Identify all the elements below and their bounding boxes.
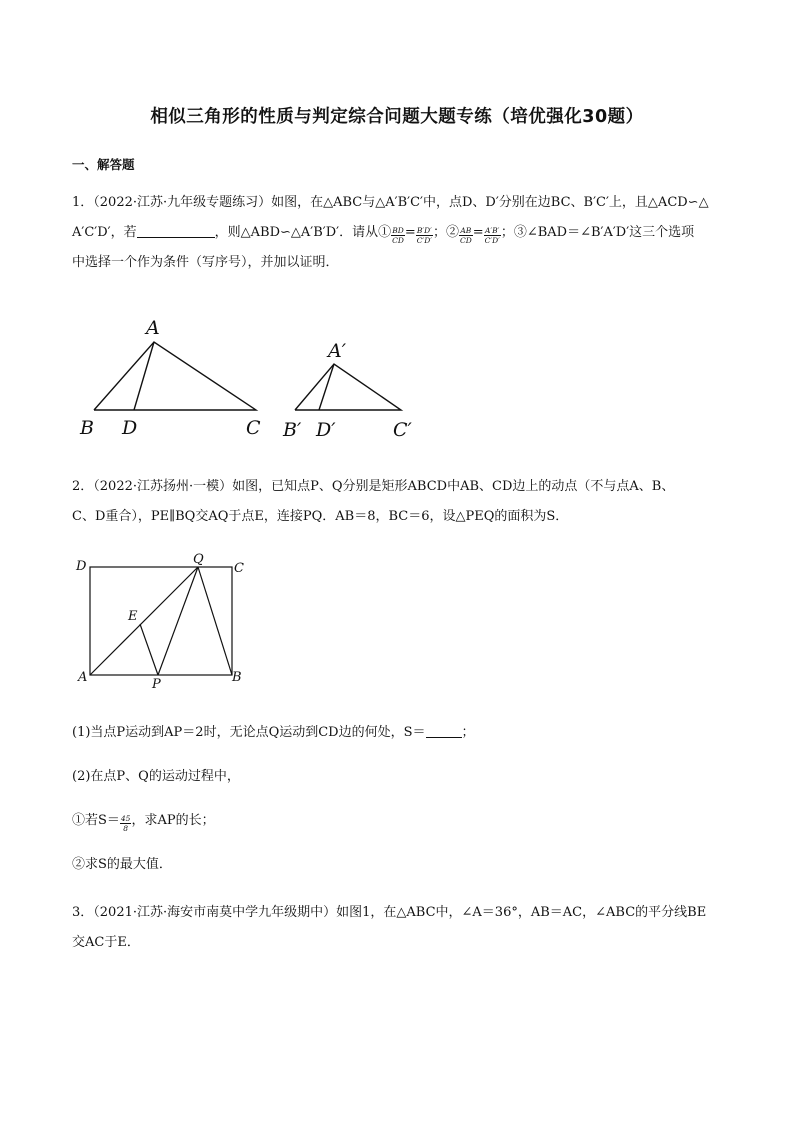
q2-sub-2: ②求S的最大值． (72, 857, 172, 872)
label-c-prime: C′ (393, 419, 412, 441)
label-b-prime: B′ (283, 419, 302, 441)
segment-aq (90, 567, 198, 675)
q1-equals-2: = (472, 225, 484, 240)
triangle-abc (94, 342, 256, 410)
q1-text-c: ；② (432, 225, 459, 240)
segment-ad (134, 342, 154, 410)
q2-line-2: C、D重合），PE∥BQ交AQ于点E，连接PQ．AB＝8，BC＝6，设△PEQ的面积为S． (72, 509, 569, 524)
q1-text-b: ，则△ABD∽△A′B′D′．请从① (214, 225, 392, 240)
q1-fraction-2: $\frac{B'D'}{C'D'}$ (416, 226, 432, 245)
label-p: P (152, 677, 161, 690)
label-d: D (76, 559, 87, 574)
q3-line-1: 3．（2021·江苏·海安市南莫中学九年级期中）如图1，在△ABC中，∠A＝36°，AB＝AC，∠ABC的平分线BE (72, 905, 707, 920)
segment-qb (198, 567, 232, 675)
question-3 (72, 898, 732, 958)
label-a: A (78, 670, 88, 685)
q2-part-2: (2)在点P、Q的运动过程中， (72, 769, 240, 784)
q1-line-3: 中选择一个作为条件（写序号），并加以证明． (72, 255, 339, 270)
segment-pe (140, 624, 158, 675)
q1-line-2 (72, 218, 732, 248)
label-c: C (246, 417, 261, 439)
q2-part-1: (1)当点P运动到AP＝2时，无论点Q运动到CD边的何处，S＝ ； (72, 725, 475, 740)
question-2 (72, 472, 732, 532)
label-c: C (234, 561, 244, 576)
q1-fraction-1: $\frac{BD}{CD}$ (392, 226, 404, 245)
segment-ad-prime (319, 364, 334, 410)
question-1 (72, 188, 732, 278)
q2-answer-blank[interactable] (426, 724, 462, 738)
q1-text-d: ；③∠BAD＝∠B′A′D′这三个选项 (500, 225, 695, 240)
label-e: E (128, 609, 138, 624)
question-2-parts (72, 711, 732, 887)
q1-fraction-4: $\frac{A'B'}{C'D'}$ (484, 226, 500, 245)
q2-fraction: $\frac{45}{8}$ (120, 814, 131, 833)
rectangle-abcd (90, 567, 232, 675)
q1-fraction-3: $\frac{AB}{CD}$ (459, 226, 472, 245)
label-d-prime: D′ (316, 419, 336, 441)
q3-line-2: 交AC于E． (72, 935, 140, 950)
segment-pq (158, 567, 198, 675)
label-d: D (122, 417, 138, 439)
q1-answer-blank[interactable] (137, 224, 215, 238)
q2-sub-1: ①若S＝ $\frac{45}{8}$ ，求AP的长； (72, 813, 215, 833)
q1-line-1: 1．（2022·江苏·九年级专题练习）如图，在△ABC与△A′B′C′中，点D、D′分别在边BC、B′C′上，且△ACD∽△ (72, 195, 709, 210)
q2-line-1: 2．（2022·江苏扬州·一模）如图，已知点P、Q分别是矩形ABCD中AB、CD边上的动点（不与点A、B、 (72, 479, 675, 494)
section-heading: 一、解答题 (72, 157, 135, 172)
triangle-a-prime (295, 364, 401, 410)
q1-text-a: A′C′D′，若 (72, 225, 137, 240)
label-a-prime: A′ (328, 340, 347, 362)
label-a: A (146, 317, 160, 339)
q1-equals-1: = (404, 225, 416, 240)
label-q: Q (193, 552, 204, 567)
q2-figure (70, 550, 260, 690)
label-b: B (80, 417, 94, 439)
q1-figure (70, 312, 430, 447)
page-title: 相似三角形的性质与判定综合问题大题专练（培优强化30题） (150, 107, 644, 127)
label-b: B (232, 670, 242, 685)
